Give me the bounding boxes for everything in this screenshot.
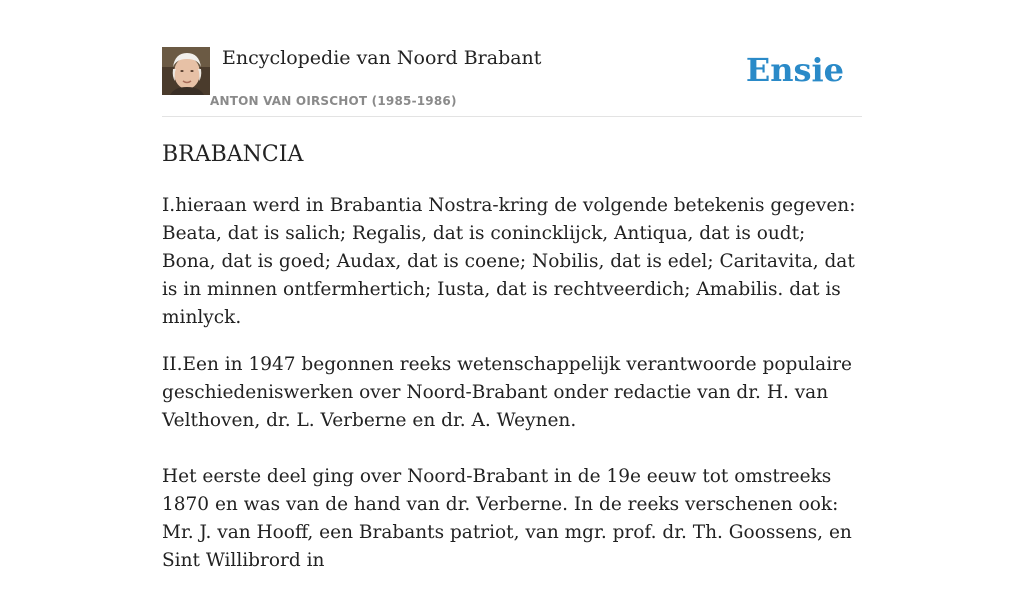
ensie-logo[interactable]: Ensie [745, 51, 844, 89]
paragraph-1: I.hieraan werd in Brabantia Nostra-kring de volgende betekenis gegeven: Beata, dat is salich; Regalis, dat is conincklijck, Antiqua, dat is oudt; Bona, dat is goed; Audax, dat is coene; Nobilis, dat is edel; Caritavita, dat is in minnen ontfermhertich; Iusta, dat is rechtveerdich; Amabilis. dat is minlyck. [162, 195, 856, 328]
paragraph-3: Het eerste deel ging over Noord-Brabant in de 19e eeuw tot omstreeks 1870 en was van de hand van dr. Verberne. In de reeks verschenen ook: Mr. J. van Hooff, een Brabants patriot, van mgr. prof. dr. Th. Goossens, en Sint Willibrord in [162, 466, 852, 571]
author-avatar[interactable] [162, 47, 210, 95]
book-title[interactable]: Encyclopedie van Noord Brabant [222, 47, 542, 69]
entry-content [162, 192, 862, 594]
author-name[interactable]: ANTON VAN OIRSCHOT (1985-1986) [210, 94, 457, 108]
entry-title: BRABANCIA [162, 142, 304, 167]
portrait-icon [162, 47, 210, 95]
page-header [162, 46, 862, 117]
paragraph-2: II.Een in 1947 begonnen reeks wetenschappelijk verantwoorde populaire geschiedeniswerken over Noord-Brabant onder redactie van dr. H. van Velthoven, dr. L. Verberne en dr. A. Weynen. [162, 354, 852, 431]
